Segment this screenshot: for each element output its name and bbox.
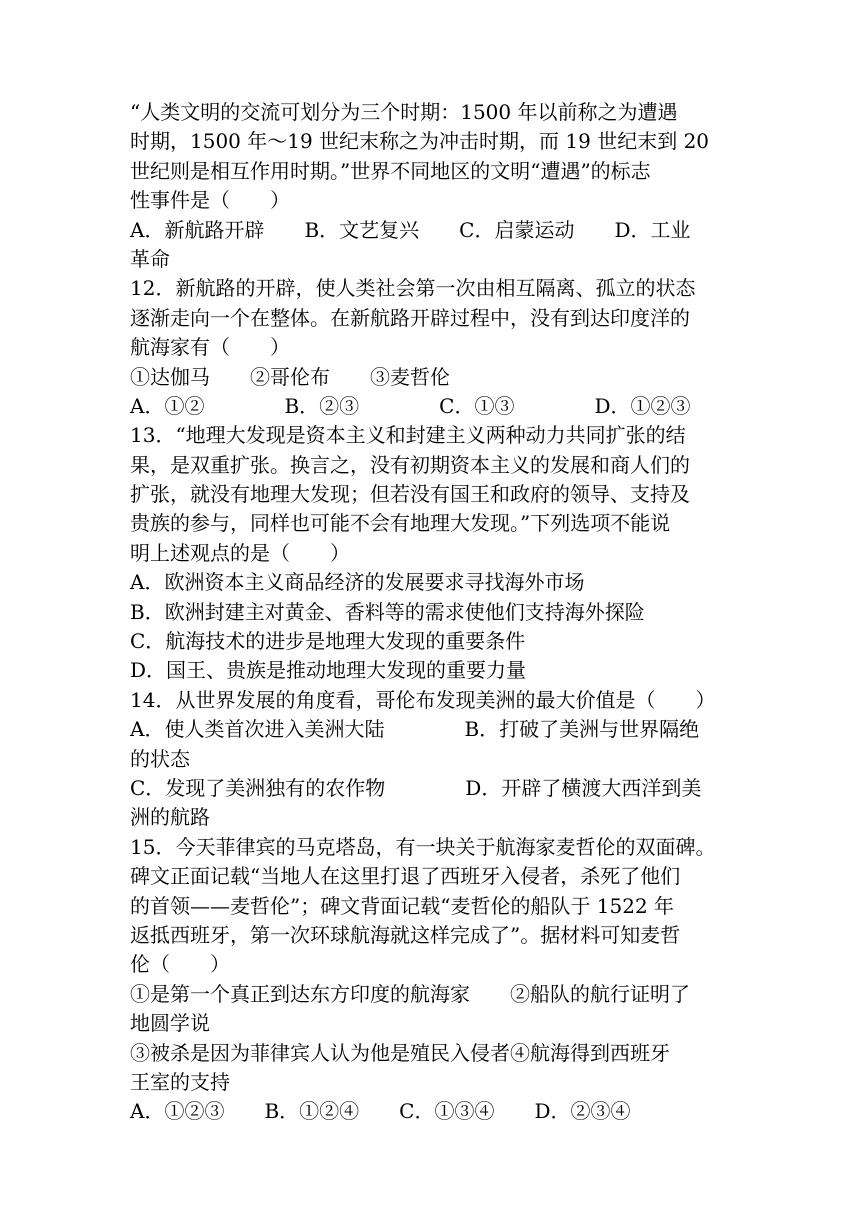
text-line: 扩张，就没有地理大发现；但若没有国王和政府的领导、支持及 — [130, 482, 690, 507]
text-line: 地圆学说 — [130, 1011, 210, 1036]
text-line: ①达伽马 ②哥伦布 ③麦哲伦 — [130, 364, 450, 389]
text-line: 果，是双重扩张。换言之，没有初期资本主义的发展和商人们的 — [130, 452, 690, 477]
text-line: 时期，1500 年～19 世纪末称之为冲击时期，而 19 世纪末到 20 — [130, 129, 710, 154]
text-line: A．①②③ B．①②④ C．①③④ D．②③④ — [130, 1099, 631, 1124]
text-line: 明上述观点的是（ ） — [130, 540, 350, 565]
text-line: 伦（ ） — [130, 952, 230, 977]
text-line: A．使人类首次进入美洲大陆 B．打破了美洲与世界隔绝 — [130, 717, 700, 742]
text-line: ③被杀是因为菲律宾人认为他是殖民入侵者④航海得到西班牙 — [130, 1040, 670, 1065]
text-line: ①是第一个真正到达东方印度的航海家 ②船队的航行证明了 — [130, 981, 690, 1006]
text-line: 逐渐走向一个在整体。在新航路开辟过程中，没有到达印度洋的 — [130, 305, 690, 330]
text-line: 14．从世界发展的角度看，哥伦布发现美洲的最大价值是（ ） — [130, 687, 716, 712]
text-line: A．①② B．②③ C．①③ D．①②③ — [130, 393, 691, 418]
text-line: 12．新航路的开辟，使人类社会第一次由相互隔离、孤立的状态 — [130, 276, 696, 301]
text-line: 世纪则是相互作用时期。”世界不同地区的文明“遭遇”的标志 — [130, 158, 651, 183]
text-line: A．新航路开辟 B．文艺复兴 C．启蒙运动 D．工业 — [130, 217, 691, 242]
text-line: D．国王、贵族是推动地理大发现的重要力量 — [130, 658, 527, 683]
text-line: C．发现了美洲独有的农作物 D．开辟了横渡大西洋到美 — [130, 775, 702, 800]
text-line: 的状态 — [130, 746, 190, 771]
text-line: 碑文正面记载“当地人在这里打退了西班牙入侵者，杀死了他们 — [130, 864, 681, 889]
text-line: 航海家有（ ） — [130, 335, 290, 360]
text-line: 革命 — [130, 246, 170, 271]
text-line: 返抵西班牙，第一次环球航海就这样完成了”。据材料可知麦哲 — [130, 922, 681, 947]
text-line: 王室的支持 — [130, 1069, 230, 1094]
text-line: 洲的航路 — [130, 805, 210, 830]
text-line: 的首领——麦哲伦”；碑文背面记载“麦哲伦的船队于 1522 年 — [130, 893, 675, 918]
text-line: B．欧洲封建主对黄金、香料等的需求使他们支持海外探险 — [130, 599, 645, 624]
text-line: 13．“地理大发现是资本主义和封建主义两种动力共同扩张的结 — [130, 423, 686, 448]
text-line: A．欧洲资本主义商品经济的发展要求寻找海外市场 — [130, 570, 585, 595]
text-line: “人类文明的交流可划分为三个时期：1500 年以前称之为遭遇 — [130, 100, 678, 124]
text-line: 贵族的参与，同样也可能不会有地理大发现。”下列选项不能说 — [130, 511, 671, 536]
text-line: 性事件是（ ） — [130, 188, 290, 213]
text-line: C．航海技术的进步是地理大发现的重要条件 — [130, 629, 526, 654]
text-line: 15．今天菲律宾的马克塔岛，有一块关于航海家麦哲伦的双面碑。 — [130, 834, 716, 859]
document-page — [130, 98, 730, 1127]
